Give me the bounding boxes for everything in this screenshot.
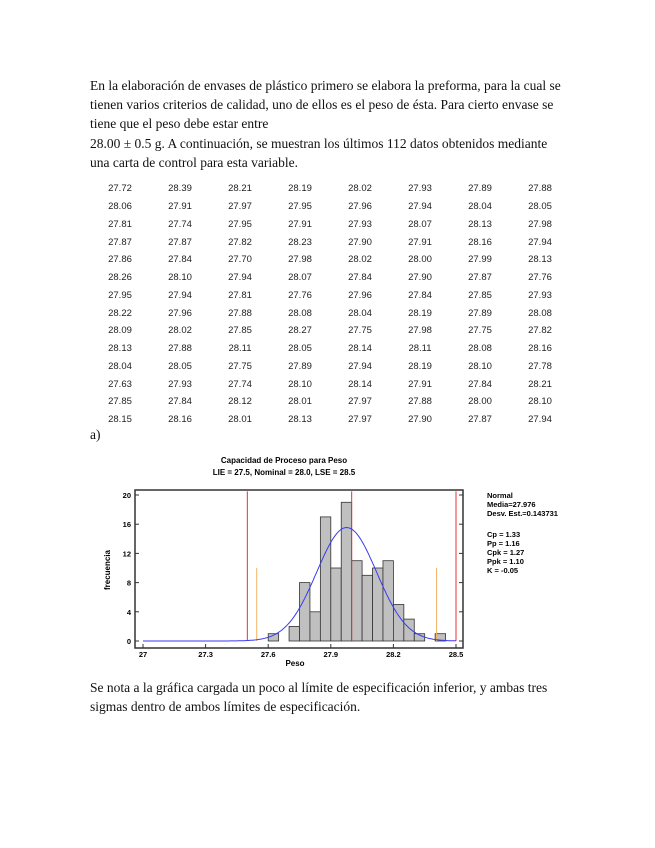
- table-cell: 28.13: [108, 343, 132, 355]
- table-cell: 27.76: [528, 272, 552, 284]
- table-cell: 27.95: [108, 289, 132, 301]
- table-cell: 28.14: [348, 343, 372, 355]
- table-cell: 28.01: [288, 396, 312, 408]
- table-cell: 27.98: [288, 254, 312, 266]
- table-cell: 28.11: [228, 343, 252, 355]
- table-cell: 27.75: [468, 325, 492, 337]
- table-cell: 28.16: [468, 236, 492, 248]
- conclusion-paragraph: Se nota a la gráfica cargada un poco al límite de especificación inferior, y ambas tres sigmas dentro de ambos límites de especificación.: [90, 680, 548, 714]
- table-row: [90, 251, 570, 269]
- table-cell: 27.85: [108, 396, 132, 408]
- chart-title: Capacidad de Proceso para Peso: [220, 456, 348, 465]
- table-row: [90, 287, 570, 305]
- y-tick-label: 16: [122, 520, 131, 530]
- y-tick-label: 0: [126, 637, 131, 646]
- table-cell: 28.10: [528, 396, 552, 408]
- table-row: [90, 304, 570, 322]
- x-tick-label: 27.3: [198, 650, 213, 659]
- table-cell: 28.01: [228, 414, 252, 426]
- item-label: a): [90, 427, 101, 442]
- table-cell: 27.98: [408, 325, 432, 337]
- legend-line: Media=27.976: [487, 500, 536, 509]
- table-cell: 28.05: [528, 201, 552, 213]
- table-cell: 27.84: [168, 254, 192, 266]
- table-cell: 27.85: [228, 325, 252, 337]
- legend-line: Desv. Est.=0.143731: [487, 509, 558, 518]
- y-axis-label: frecuencia: [103, 549, 112, 591]
- x-tick-label: 27.9: [323, 650, 339, 659]
- histogram-bar: [373, 568, 383, 641]
- table-cell: 27.96: [348, 289, 372, 301]
- table-cell: 27.99: [468, 254, 492, 266]
- table-cell: 27.70: [228, 254, 252, 266]
- capability-stat: Cp = 1.33: [487, 530, 521, 539]
- histogram-bar: [320, 517, 330, 641]
- table-cell: 27.82: [228, 236, 252, 248]
- table-cell: 27.87: [168, 236, 192, 248]
- table-cell: 27.81: [228, 289, 252, 301]
- table-cell: 27.72: [108, 183, 132, 195]
- table-cell: 27.90: [408, 414, 432, 426]
- y-tick-label: 20: [122, 491, 131, 500]
- table-cell: 28.15: [108, 414, 132, 426]
- x-tick-label: 28.5: [448, 650, 464, 659]
- table-cell: 27.90: [408, 272, 432, 284]
- table-cell: 27.76: [288, 289, 312, 301]
- table-cell: 27.87: [468, 414, 492, 426]
- table-cell: 27.85: [468, 289, 492, 301]
- table-cell: 28.09: [108, 325, 132, 337]
- table-cell: 28.14: [348, 378, 372, 390]
- process-capability-chart: [90, 450, 630, 678]
- table-cell: 28.10: [288, 378, 312, 390]
- histogram-bar: [331, 568, 341, 641]
- histogram-bar: [341, 502, 351, 641]
- table-cell: 28.07: [288, 272, 312, 284]
- legend-line: Normal: [487, 491, 513, 500]
- table-cell: 27.94: [348, 360, 372, 372]
- table-cell: 27.84: [168, 396, 192, 408]
- table-row: [90, 358, 570, 376]
- capability-stat: K = -0.05: [487, 566, 519, 575]
- table-cell: 27.74: [168, 218, 192, 230]
- table-cell: 28.21: [228, 183, 252, 195]
- table-cell: 28.11: [408, 343, 432, 355]
- table-cell: 27.94: [528, 236, 552, 248]
- table-row: [90, 340, 570, 358]
- table-cell: 28.21: [528, 378, 552, 390]
- x-tick-label: 27: [138, 650, 148, 659]
- table-cell: 28.04: [468, 201, 492, 213]
- table-cell: 27.93: [348, 218, 372, 230]
- table-cell: 27.94: [228, 272, 252, 284]
- table-cell: 28.26: [108, 272, 132, 284]
- table-cell: 27.88: [408, 396, 432, 408]
- table-cell: 27.94: [408, 201, 432, 213]
- table-cell: 27.95: [228, 218, 252, 230]
- table-cell: 27.98: [528, 218, 552, 230]
- table-cell: 27.75: [348, 325, 372, 337]
- chart-subtitle: LIE = 27.5, Nominal = 28.0, LSE = 28.5: [212, 468, 356, 477]
- table-cell: 28.08: [288, 307, 312, 319]
- table-cell: 27.81: [108, 218, 132, 230]
- capability-stat: Pp = 1.16: [487, 539, 520, 548]
- table-cell: 28.08: [468, 343, 492, 355]
- histogram-bar: [383, 561, 393, 641]
- table-cell: 27.97: [228, 201, 252, 213]
- table-cell: 27.91: [168, 201, 192, 213]
- table-cell: 27.89: [288, 360, 312, 372]
- table-cell: 28.07: [408, 218, 432, 230]
- table-cell: 28.00: [408, 254, 432, 266]
- table-cell: 27.88: [228, 307, 252, 319]
- table-cell: 28.04: [108, 360, 132, 372]
- table-cell: 27.87: [468, 272, 492, 284]
- table-cell: 27.95: [288, 201, 312, 213]
- table-cell: 28.04: [348, 307, 372, 319]
- table-row: [90, 180, 570, 198]
- table-cell: 27.84: [348, 272, 372, 284]
- table-cell: 27.93: [408, 183, 432, 195]
- histogram-bar: [362, 575, 372, 641]
- table-cell: 28.08: [528, 307, 552, 319]
- spec-paragraph: 28.00 ± 0.5 g. A continuación, se muestran los últimos 112 datos obtenidos mediante una carta de control para esta variable.: [90, 136, 548, 170]
- table-cell: 27.88: [168, 343, 192, 355]
- table-cell: 28.23: [288, 236, 312, 248]
- table-cell: 27.93: [168, 378, 192, 390]
- table-cell: 27.97: [348, 396, 372, 408]
- table-cell: 27.94: [528, 414, 552, 426]
- table-cell: 27.91: [288, 218, 312, 230]
- table-cell: 28.06: [108, 201, 132, 213]
- table-cell: 27.96: [348, 201, 372, 213]
- table-cell: 27.84: [468, 378, 492, 390]
- table-cell: 27.97: [348, 414, 372, 426]
- table-cell: 28.13: [468, 218, 492, 230]
- capability-stat: Cpk = 1.27: [487, 548, 525, 557]
- table-row: [90, 269, 570, 287]
- table-cell: 27.91: [408, 378, 432, 390]
- histogram-bar: [289, 626, 299, 641]
- table-row: [90, 375, 570, 393]
- table-cell: 27.88: [528, 183, 552, 195]
- table-row: [90, 322, 570, 340]
- table-cell: 28.22: [108, 307, 132, 319]
- x-tick-label: 27.6: [260, 650, 276, 659]
- table-row: [90, 233, 570, 251]
- intro-paragraph: En la elaboración de envases de plástico primero se elabora la preforma, para la cual se tienen varios criterios de calidad, uno de ellos es el peso de ésta. Para cierto envase se tiene que el peso debe estar entre: [90, 78, 561, 131]
- table-cell: 28.16: [528, 343, 552, 355]
- y-tick-label: 8: [126, 578, 131, 588]
- histogram-bar: [310, 612, 320, 641]
- table-cell: 28.10: [468, 360, 492, 372]
- table-row: [90, 393, 570, 411]
- table-cell: 27.87: [108, 236, 132, 248]
- table-cell: 27.94: [168, 289, 192, 301]
- table-cell: 28.05: [288, 343, 312, 355]
- capability-stat: Ppk = 1.10: [487, 557, 524, 566]
- table-cell: 27.84: [408, 289, 432, 301]
- table-cell: 27.86: [108, 254, 132, 266]
- table-cell: 27.89: [468, 183, 492, 195]
- table-row: [90, 198, 570, 216]
- table-cell: 28.16: [168, 414, 192, 426]
- table-cell: 27.93: [528, 289, 552, 301]
- table-cell: 28.05: [168, 360, 192, 372]
- table-cell: 27.96: [168, 307, 192, 319]
- table-cell: 28.13: [288, 414, 312, 426]
- x-axis-label: Peso: [285, 659, 305, 668]
- table-cell: 28.39: [168, 183, 192, 195]
- y-tick-label: 12: [122, 549, 131, 559]
- y-tick-label: 4: [126, 607, 131, 617]
- table-cell: 27.82: [528, 325, 552, 337]
- table-cell: 28.12: [228, 396, 252, 408]
- table-cell: 28.10: [168, 272, 192, 284]
- histogram-bar: [404, 619, 414, 641]
- table-cell: 28.27: [288, 325, 312, 337]
- table-cell: 28.00: [468, 396, 492, 408]
- table-cell: 27.75: [228, 360, 252, 372]
- table-cell: 28.19: [288, 183, 312, 195]
- table-cell: 28.13: [528, 254, 552, 266]
- table-cell: 27.89: [468, 307, 492, 319]
- table-cell: 28.02: [348, 254, 372, 266]
- histogram-bar: [352, 561, 362, 641]
- table-cell: 28.19: [408, 360, 432, 372]
- table-cell: 28.02: [168, 325, 192, 337]
- table-cell: 27.74: [228, 378, 252, 390]
- table-cell: 27.78: [528, 360, 552, 372]
- table-cell: 27.90: [348, 236, 372, 248]
- table-cell: 28.02: [348, 183, 372, 195]
- table-cell: 27.91: [408, 236, 432, 248]
- x-tick-label: 28.2: [386, 650, 401, 659]
- data-table: [90, 180, 570, 429]
- table-cell: 27.63: [108, 378, 132, 390]
- table-row: [90, 216, 570, 234]
- table-cell: 28.19: [408, 307, 432, 319]
